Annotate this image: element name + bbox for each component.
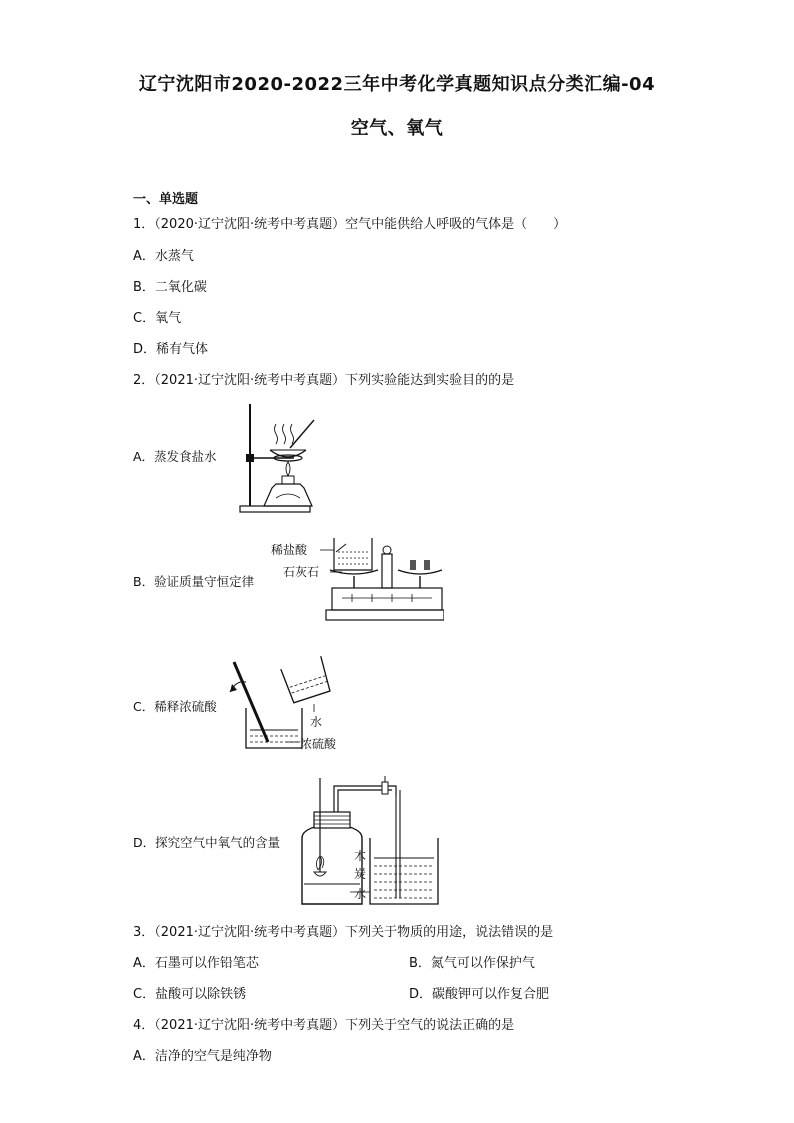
label-concentrated-sulfuric-acid: 浓硫酸 (300, 737, 337, 751)
dilute-sulfuric-acid-figure (226, 652, 376, 754)
q1-option-c: C．氧气 (133, 311, 182, 326)
q3-option-d: D．碳酸钾可以作复合肥 (409, 987, 550, 1002)
q1-option-a: A．水蒸气 (133, 249, 194, 264)
q1-option-d: D．稀有气体 (133, 342, 209, 357)
oxygen-content-apparatus-figure (296, 772, 456, 910)
label-water: 水 (310, 715, 323, 729)
q4-option-a: A．洁净的空气是纯净物 (133, 1049, 272, 1064)
document-subtitle: 空气、氧气 (350, 118, 444, 139)
mass-conservation-balance-figure (268, 530, 444, 630)
q1-stem: 1．（2020·辽宁沈阳·统考中考真题）空气中能供给人呼吸的气体是（ ） (133, 217, 567, 232)
document-title: 辽宁沈阳市2020-2022三年中考化学真题知识点分类汇编-04 (138, 74, 656, 95)
evaporation-apparatus-figure (232, 398, 332, 516)
q2-stem: 2．（2021·辽宁沈阳·统考中考真题）下列实验能达到实验目的的是 (133, 373, 515, 388)
q4-stem: 4．（2021·辽宁沈阳·统考中考真题）下列关于空气的说法正确的是 (133, 1018, 515, 1033)
label-dilute-hcl: 稀盐酸 (271, 543, 308, 557)
label-charcoal-2: 炭 (354, 867, 367, 881)
label-charcoal-1: 木 (354, 849, 367, 863)
q3-option-c: C．盐酸可以除铁锈 (133, 987, 247, 1002)
label-limestone: 石灰石 (283, 565, 320, 579)
q3-stem: 3．（2021·辽宁沈阳·统考中考真题）下列关于物质的用途，说法错误的是 (133, 925, 554, 940)
q2-option-c: C．稀释浓硫酸 (133, 699, 217, 714)
q2-option-b: B．验证质量守恒定律 (133, 574, 255, 589)
label-water-d: 水 (354, 887, 367, 901)
q2-option-a: A．蒸发食盐水 (133, 449, 217, 464)
q1-option-b: B．二氧化碳 (133, 280, 207, 295)
q3-option-b: B．氮气可以作保护气 (409, 956, 535, 971)
q3-option-a: A．石墨可以作铅笔芯 (133, 956, 259, 971)
q2-option-d: D．探究空气中氧气的含量 (133, 835, 281, 850)
section-heading: 一、单选题 (133, 192, 199, 207)
